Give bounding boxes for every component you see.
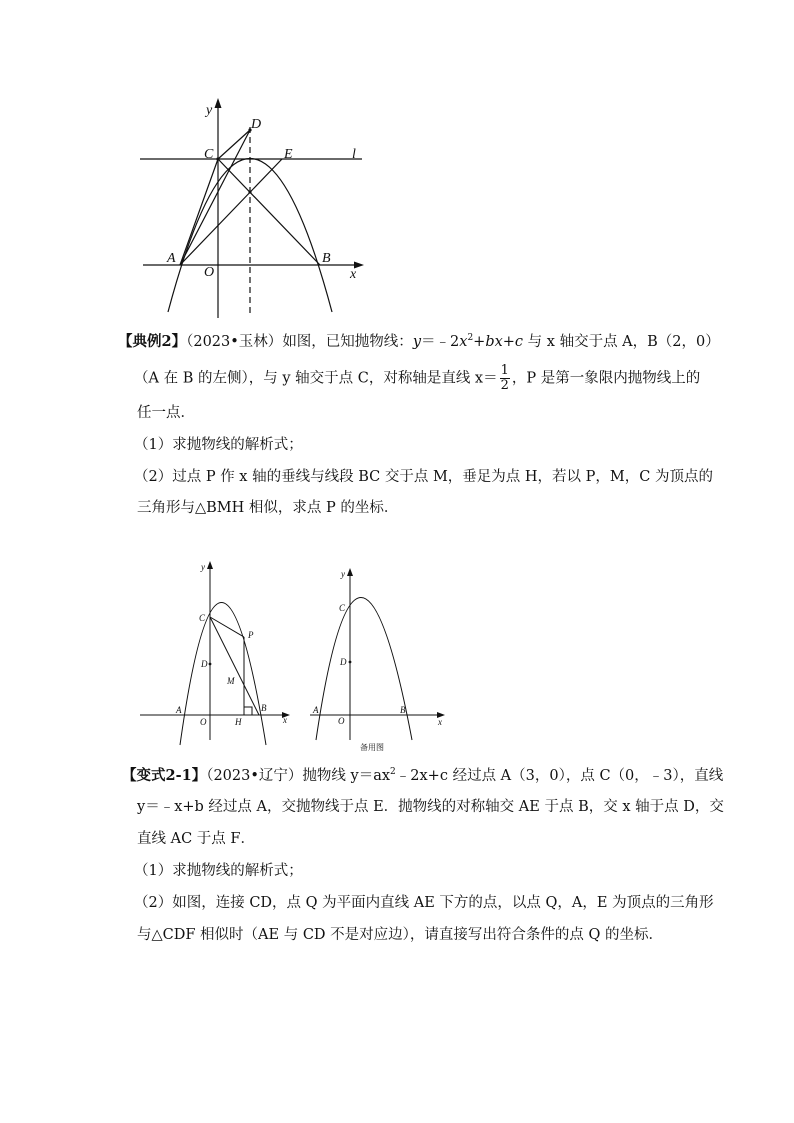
fig1-y-arrow <box>215 98 222 108</box>
fig2-label-P: P <box>248 630 254 640</box>
example-2-line-1: 【典例2】（2023•玉林）如图，已知抛物线：$y=﹣2x^2+bx+c$ 与 x 轴交于点 A，B（2，0） <box>118 333 720 350</box>
fig3-parabola <box>316 598 412 741</box>
example-2-tag: 【典例2】 <box>118 333 187 350</box>
fig2-label-y: y <box>201 562 205 572</box>
fig3-label-B: B <box>400 705 406 715</box>
fig2-label-x: x <box>283 715 287 725</box>
fig3-label-A: A <box>313 705 319 715</box>
fig3-point-D <box>349 661 352 664</box>
example-2-question-1: （1）求抛物线的解析式； <box>134 437 303 453</box>
variant-2-1-tag: 【变式2-1】 <box>122 767 207 784</box>
fig2-y-arrow <box>207 561 213 569</box>
example-2-question-2-line-2: 三角形与△BMH 相似，求点 P 的坐标． <box>137 500 399 516</box>
fig1-label-l: l <box>352 147 356 162</box>
example-2-source: （2023•玉林） <box>186 334 283 350</box>
example-2-line-3: 任一点． <box>137 405 195 421</box>
fig2-label-D: D <box>201 659 208 669</box>
fig3-label-O: O <box>338 716 345 726</box>
fig3-label-C: C <box>339 603 346 613</box>
variant-2-1-line-2: y＝﹣x+b 经过点 A，交抛物线于点 E．抛物线的对称轴交 AE 于点 B，交 x 轴于点 D，交 <box>137 799 724 815</box>
fig3-label-y: y <box>341 569 345 579</box>
fig1-label-x: x <box>350 267 357 282</box>
variant-2-1-question-2-line-1: （2）如图，连接 CD，点 Q 为平面内直线 AE 下方的点，以点 Q，A，E 为顶点的三角形 <box>134 895 714 911</box>
fig2-label-B: B <box>261 703 267 713</box>
fig2-label-H: H <box>235 717 242 727</box>
example-2-question-2-line-1: （2）过点 P 作 x 轴的垂线与线段 BC 交于点 M，垂足为点 H，若以 P，M，C 为顶点的 <box>134 469 713 485</box>
fig2-label-C: C <box>199 613 206 623</box>
variant-2-1-question-1: （1）求抛物线的解析式； <box>134 863 303 879</box>
fig3-y-arrow <box>347 568 353 576</box>
figure-3-spare-diagram <box>300 560 460 755</box>
fig2-label-O: O <box>200 717 207 727</box>
fig1-segment-AE <box>180 159 282 265</box>
fig3-label-x: x <box>438 717 442 727</box>
fig1-segment-CD <box>218 130 250 159</box>
fraction-one-half: $\frac{1}{2}$ <box>500 363 509 393</box>
example-2-line-2: （A 在 B 的左侧），与 y 轴交于点 C，对称轴是直线 x＝ $\frac{1}{2}$ ，P 是第一象限内抛物线上的 <box>134 363 701 393</box>
variant-2-1-source: （2023•辽宁） <box>206 768 303 784</box>
fig3-label-D: D <box>340 657 347 667</box>
fig2-right-angle-mark <box>244 707 252 715</box>
fig1-label-D: D <box>251 117 262 132</box>
fig1-label-B: B <box>322 251 331 266</box>
fig1-segment-CB <box>218 159 320 265</box>
fig1-point-C <box>216 157 219 160</box>
fig2-label-A: A <box>176 705 182 715</box>
fig2-label-M: M <box>227 676 235 686</box>
fig1-label-E: E <box>284 147 293 162</box>
variant-2-1-line-1: 【变式2-1】（2023•辽宁）抛物线 $y=ax^2﹣2x+c$ 经过点 A（3，0），点 C（0，﹣3），直线 <box>122 767 724 784</box>
fig2-parabola <box>180 603 266 746</box>
fig2-point-D <box>209 663 212 666</box>
fig1-segment-AD <box>180 130 250 265</box>
fig1-point-intersection <box>248 190 251 193</box>
fig3-caption: 备用图 <box>360 743 384 752</box>
variant-2-1-question-2-line-2: 与△CDF 相似时（AE 与 CD 不是对应边），请直接写出符合条件的点 Q 的坐标． <box>137 927 663 943</box>
fig1-label-C: C <box>204 147 214 162</box>
figure-1-parabola <box>0 0 794 330</box>
fig1-label-y: y <box>206 103 213 118</box>
variant-2-1-line-3: 直线 AC 于点 F． <box>137 831 255 847</box>
fig1-label-O: O <box>204 265 215 280</box>
fig1-label-A: A <box>167 251 176 266</box>
fig1-segment-AC <box>180 159 218 265</box>
